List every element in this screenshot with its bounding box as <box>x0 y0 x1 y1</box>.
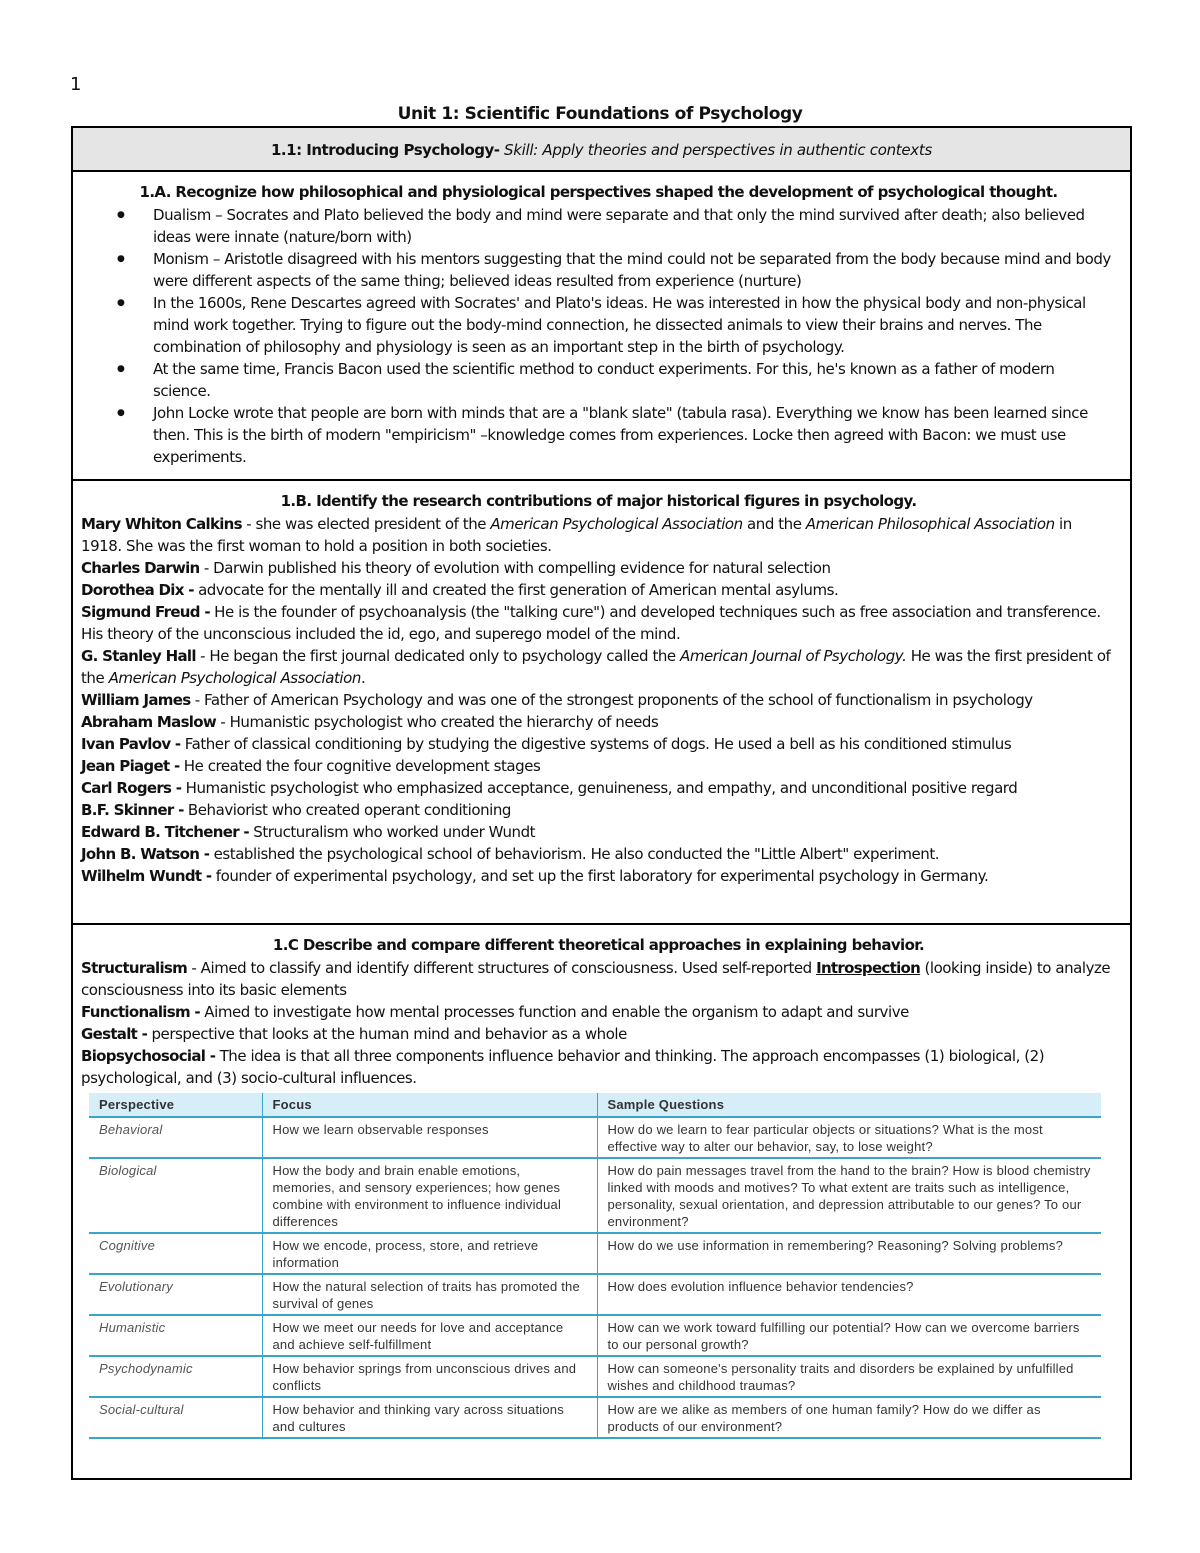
column-header: Sample Questions <box>597 1093 1101 1117</box>
table-cell: How can someone's personality traits and disorders be explained by unfulfilled wishes and childhood traumas? <box>597 1356 1101 1397</box>
figure-entry <box>81 557 1116 579</box>
figure-name: Carl Rogers - <box>81 779 182 797</box>
table-cell: How do we use information in remembering? Reasoning? Solving problems? <box>597 1233 1101 1274</box>
approach-name: Structuralism <box>81 959 188 977</box>
column-header: Focus <box>262 1093 597 1117</box>
table-row <box>89 1274 1101 1315</box>
figure-entry <box>81 865 1116 887</box>
figure-name: John B. Watson - <box>81 845 210 863</box>
table-row <box>89 1356 1101 1397</box>
figure-desc: and the <box>742 515 806 533</box>
table-cell: Humanistic <box>89 1315 262 1356</box>
table-cell: Cognitive <box>89 1233 262 1274</box>
section-1a-title: 1.A. Recognize how philosophical and physiological perspectives shaped the development of psychological thought. <box>139 183 1058 201</box>
figure-entry <box>81 601 1116 645</box>
table-cell: How we learn observable responses <box>262 1117 597 1158</box>
figure-name: G. Stanley Hall <box>81 647 196 665</box>
figure-desc: Father of classical conditioning by studying the digestive systems of dogs. He used a bell as his conditioned stimulus <box>180 735 1012 753</box>
table-cell: How the natural selection of traits has promoted the survival of genes <box>262 1274 597 1315</box>
figure-desc: advocate for the mentally ill and created the first generation of American mental asylums. <box>193 581 839 599</box>
approach-desc: perspective that looks at the human mind and behavior as a whole <box>147 1025 627 1043</box>
subheader-topic: 1.1: Introducing Psychology- <box>271 141 500 159</box>
figure-entry <box>81 689 1116 711</box>
figure-desc: in 1918. She was the first woman to hold a position in both societies. <box>81 515 1072 555</box>
figure-entry <box>81 777 1116 799</box>
approach-desc: Aimed to investigate how mental processes function and enable the organism to adapt and survive <box>199 1003 909 1021</box>
figure-desc: Humanistic psychologist who emphasized acceptance, genuineness, and empathy, and unconditional positive regard <box>181 779 1018 797</box>
figure-entry <box>81 821 1116 843</box>
figure-desc-italic: American Journal of Psychology. <box>680 647 907 665</box>
section-1c <box>73 925 1130 1478</box>
figure-name: Charles Darwin <box>81 559 200 577</box>
approach-entry <box>81 1023 1116 1045</box>
approach-name: Functionalism - <box>81 1003 200 1021</box>
approach-term: Introspection <box>816 959 921 977</box>
approach-desc: (looking inside) to analyze consciousness into its basic elements <box>81 959 1111 999</box>
table-cell: Psychodynamic <box>89 1356 262 1397</box>
figure-name: William James <box>81 691 191 709</box>
figure-entry <box>81 733 1116 755</box>
figure-desc: He was the first president of the <box>81 647 1111 687</box>
subheader-skill: Skill: Apply theories and perspectives in authentic contexts <box>503 141 932 159</box>
figure-desc: - she was elected president of the <box>241 515 491 533</box>
approach-desc: The idea is that all three components influence behavior and thinking. The approach encompasses (1) biological, (2) psychological, and (3) socio-cultural influences. <box>81 1047 1045 1087</box>
figure-name: Jean Piaget - <box>81 757 180 775</box>
list-item: ● In the 1600s, Rene Descartes agreed with Socrates' and Plato's ideas. He was interested in how the physical body and non-physical mind work together. Trying to figure out the body-mind connection, he dissected animals to view their brains and nerves. The combination of philosophy and physiology is seen as an important step in the birth of psychology. <box>117 292 1116 358</box>
table-cell: How we encode, process, store, and retrieve information <box>262 1233 597 1274</box>
section-1b <box>73 481 1130 925</box>
figure-desc: - He began the first journal dedicated only to psychology called the <box>195 647 681 665</box>
figure-desc: He is the founder of psychoanalysis (the "talking cure") and developed techniques such as free association and transference. His theory of the unconscious included the id, ego, and superego model of the mind. <box>81 603 1101 643</box>
section-1c-title: 1.C Describe and compare different theoretical approaches in explaining behavior. <box>272 936 925 954</box>
list-item: ● Dualism – Socrates and Plato believed the body and mind were separate and that only the mind survived after death; also believed ideas were innate (nature/born with) <box>117 204 1116 248</box>
figure-entry <box>81 843 1116 865</box>
figure-desc: Structuralism who worked under Wundt <box>248 823 536 841</box>
table-cell: Behavioral <box>89 1117 262 1158</box>
figure-name: Ivan Pavlov - <box>81 735 181 753</box>
table-row <box>89 1158 1101 1233</box>
approach-name: Biopsychosocial - <box>81 1047 216 1065</box>
table-cell: How do we learn to fear particular objects or situations? What is the most effective way to alter our behavior, say, to lose weight? <box>597 1117 1101 1158</box>
table-cell: How we meet our needs for love and acceptance and achieve self-fulfillment <box>262 1315 597 1356</box>
page-number: 1 <box>70 74 82 95</box>
unit-subheader <box>73 128 1130 172</box>
table-cell: How do pain messages travel from the hand to the brain? How is blood chemistry linked with moods and motives? To what extent are traits such as intelligence, personality, sexual orientation, and depression attributable to our genes? To our environment? <box>597 1158 1101 1233</box>
table-cell: How does evolution influence behavior tendencies? <box>597 1274 1101 1315</box>
figure-name: Edward B. Titchener - <box>81 823 249 841</box>
list-item: ● Monism – Aristotle disagreed with his mentors suggesting that the mind could not be separated from the body because mind and body were different aspects of the same thing; believed ideas resulted from experience (nurture) <box>117 248 1116 292</box>
figure-desc: He created the four cognitive development stages <box>179 757 541 775</box>
figure-name: Mary Whiton Calkins <box>81 515 242 533</box>
table-cell: How the body and brain enable emotions, memories, and sensory experiences; how genes combine with environment to influence individual differences <box>262 1158 597 1233</box>
figure-entry <box>81 799 1116 821</box>
section-1a-bullets <box>81 204 1116 468</box>
figure-entry <box>81 513 1116 557</box>
table-cell: How can we work toward fulfilling our potential? How can we overcome barriers to our personal growth? <box>597 1315 1101 1356</box>
figure-entry <box>81 579 1116 601</box>
content-frame <box>71 126 1132 1480</box>
table-row <box>89 1315 1101 1356</box>
approach-name: Gestalt - <box>81 1025 148 1043</box>
table-row <box>89 1233 1101 1274</box>
table-cell: Biological <box>89 1158 262 1233</box>
section-1a <box>73 172 1130 481</box>
approach-desc: - Aimed to classify and identify different structures of consciousness. Used self-reported <box>187 959 817 977</box>
figure-desc: . <box>360 669 366 687</box>
table-row <box>89 1397 1101 1438</box>
page-title: Unit 1: Scientific Foundations of Psychology <box>397 104 803 124</box>
figure-desc-italic: American Philosophical Association <box>805 515 1055 533</box>
figure-name: Sigmund Freud - <box>81 603 210 621</box>
section-1b-title: 1.B. Identify the research contributions of major historical figures in psychology. <box>280 492 917 510</box>
table-cell: How behavior and thinking vary across situations and cultures <box>262 1397 597 1438</box>
approach-entry <box>81 957 1116 1001</box>
figure-desc-italic: American Psychological Association <box>490 515 743 533</box>
figure-desc: Behaviorist who created operant conditioning <box>183 801 511 819</box>
list-item: ● At the same time, Francis Bacon used the scientific method to conduct experiments. For this, he's known as a father of modern science. <box>117 358 1116 402</box>
figure-entry <box>81 711 1116 733</box>
perspectives-table <box>89 1093 1101 1439</box>
table-row <box>89 1117 1101 1158</box>
figure-desc: established the psychological school of behaviorism. He also conducted the "Little Albert" experiment. <box>209 845 940 863</box>
figure-name: Abraham Maslow <box>81 713 216 731</box>
figure-entry <box>81 755 1116 777</box>
figure-name: Dorothea Dix - <box>81 581 194 599</box>
figure-desc-italic: American Psychological Association <box>108 669 361 687</box>
table-header-row <box>89 1093 1101 1117</box>
figure-desc: - Darwin published his theory of evolution with compelling evidence for natural selection <box>199 559 831 577</box>
column-header: Perspective <box>89 1093 262 1117</box>
table-cell: How are we alike as members of one human family? How do we differ as products of our environment? <box>597 1397 1101 1438</box>
figure-entry <box>81 645 1116 689</box>
figure-desc: - Father of American Psychology and was one of the strongest proponents of the school of functionalism in psychology <box>190 691 1033 709</box>
approach-entry <box>81 1045 1116 1089</box>
figure-name: B.F. Skinner - <box>81 801 184 819</box>
approach-entry <box>81 1001 1116 1023</box>
figure-name: Wilhelm Wundt - <box>81 867 212 885</box>
figure-desc: - Humanistic psychologist who created the hierarchy of needs <box>216 713 659 731</box>
list-item: ● John Locke wrote that people are born with minds that are a "blank slate" (tabula rasa). Everything we know has been learned since then. This is the birth of modern "empiricism" –knowledge comes from experiences. Locke then agreed with Bacon: we must use experiments. <box>117 402 1116 468</box>
figure-desc: founder of experimental psychology, and set up the first laboratory for experimental psychology in Germany. <box>211 867 989 885</box>
table-cell: Social-cultural <box>89 1397 262 1438</box>
table-cell: Evolutionary <box>89 1274 262 1315</box>
table-cell: How behavior springs from unconscious drives and conflicts <box>262 1356 597 1397</box>
